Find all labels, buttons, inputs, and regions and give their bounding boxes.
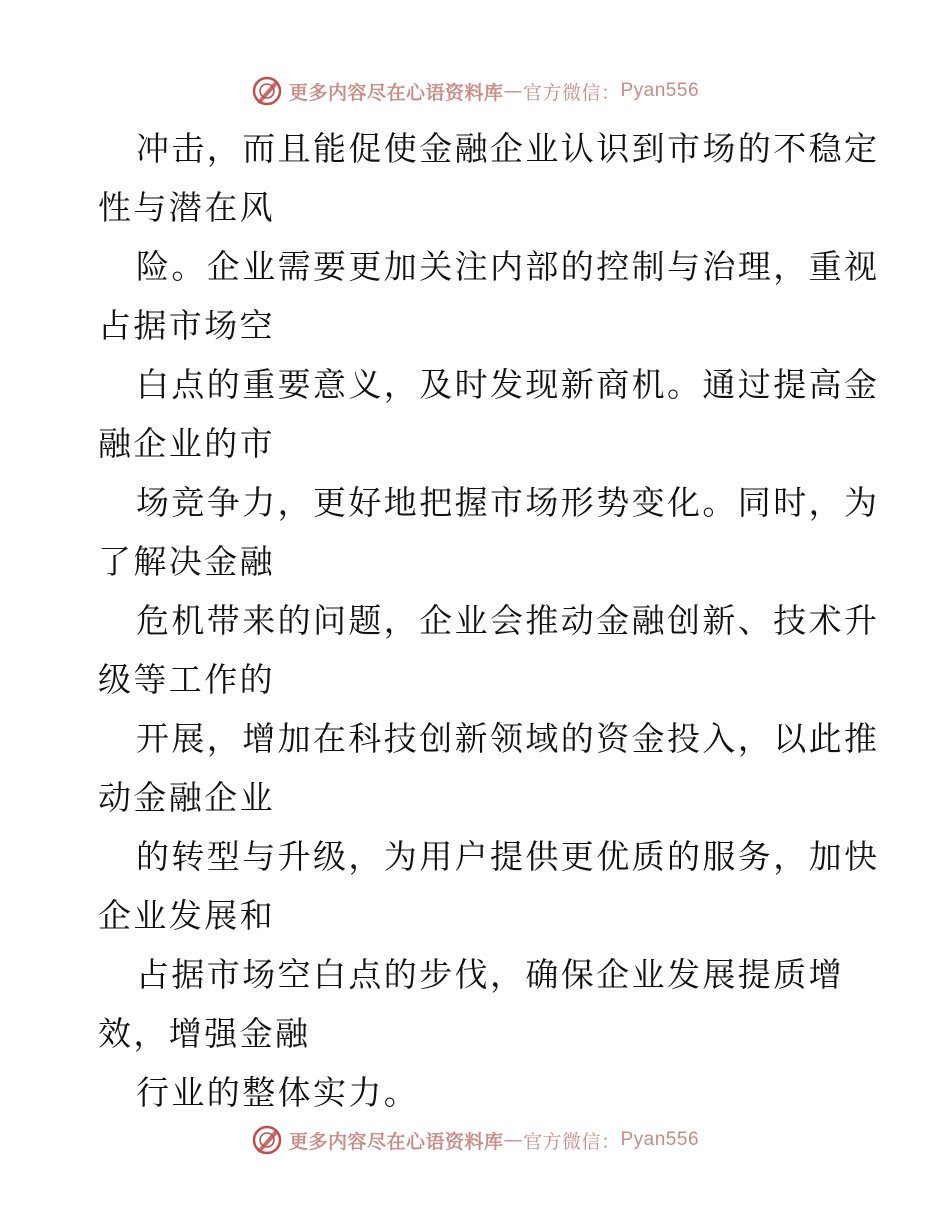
text-line: 场竞争力，更好地把握市场形势变化。同时，为 [136,483,880,522]
text-line: 占据市场空 [98,306,275,345]
text-line: 效，增强金融 [98,1014,311,1053]
text-line: 了解决金融 [98,542,275,581]
pen-logo-icon [251,1124,283,1156]
document-body [98,119,880,1122]
text-line: 冲击，而且能促使金融企业认识到市场的不稳定 [136,129,880,168]
watermark-separator: — [503,80,523,102]
text-line: 动金融企业 [98,778,275,817]
text-line: 的转型与升级，为用户提供更优质的服务，加快 [136,837,880,876]
watermark-wechat-label: 官方微信： [522,1130,621,1153]
watermark-wechat-id: Pyan556 [620,80,700,101]
watermark-wechat-label: 官方微信： [522,81,621,104]
text-line: 白点的重要意义，及时发现新商机。通过提高金 [136,365,880,404]
text-line: 开展，增加在科技创新领域的资金投入，以此推 [136,719,880,758]
watermark-wechat-id: Pyan556 [620,1129,700,1150]
text-line: 性与潜在风 [98,188,275,227]
text-line: 企业发展和 [98,896,275,935]
watermark-title: 更多内容尽在心语资料库 [288,81,504,104]
text-line: 融企业的市 [98,424,275,463]
text-line: 级等工作的 [98,660,275,699]
text-line: 险。企业需要更加关注内部的控制与治理，重视 [136,247,880,286]
watermark-separator: — [503,1129,523,1151]
footer-watermark [0,1120,950,1160]
watermark-title: 更多内容尽在心语资料库 [288,1130,504,1153]
text-line: 危机带来的问题，企业会推动金融创新、技术升 [136,601,880,640]
header-watermark [0,71,950,111]
text-line: 占据市场空白点的步伐，确保企业发展提质增 [136,955,844,994]
pen-logo-icon [251,75,283,107]
text-line: 行业的整体实力。 [136,1073,420,1112]
